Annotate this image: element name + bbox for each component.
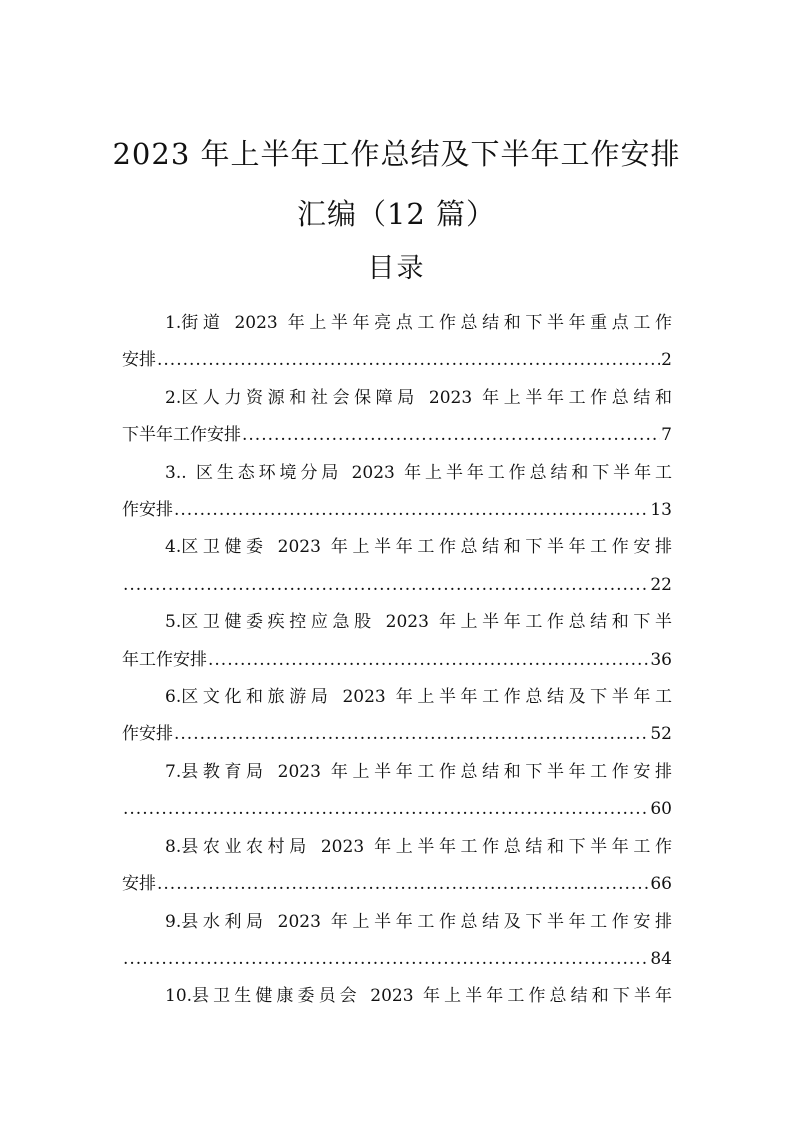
toc-entry-title: 县教育局 2023 年上半年工作总结和下半年工作安排: [181, 761, 672, 782]
toc-entry-number: 9.: [165, 911, 182, 932]
toc-entry-number: 6.: [165, 687, 182, 708]
toc-entry-page: 2: [661, 350, 672, 371]
toc-entry-title-cont: 下半年工作安排: [122, 425, 241, 446]
toc-entry-title: 区卫健委疾控应急股 2023 年上半年工作总结和下半: [181, 612, 672, 633]
toc-entry[interactable]: [122, 529, 672, 604]
dot-leader: [123, 791, 649, 828]
dot-leader: [157, 342, 660, 379]
toc-entry[interactable]: [122, 455, 672, 530]
toc-entry-title: 街道 2023 年上半年亮点工作总结和下半年重点工作: [181, 313, 672, 333]
toc-entry-page: 22: [650, 574, 672, 595]
document-title-line1: 2023 年上半年工作总结及下半年工作安排: [112, 137, 681, 171]
toc-entry-page: 66: [650, 874, 672, 895]
toc-entry[interactable]: [122, 829, 672, 904]
toc-entry-title: 县水利局 2023 年上半年工作总结及下半年工作安排: [181, 911, 672, 932]
dot-leader: [174, 492, 649, 529]
toc-entry-number: 5.: [165, 612, 182, 633]
dot-leader: [208, 642, 649, 679]
toc-entry-page: 13: [650, 500, 672, 521]
toc-entry-page: 7: [661, 425, 672, 446]
toc-entry-page: 36: [650, 649, 672, 670]
toc-entry-title: 区人力资源和社会保障局 2023 年上半年工作总结和: [181, 387, 672, 408]
toc-entry-number: 2.: [165, 387, 182, 408]
toc-entry-number: 8.: [165, 836, 182, 857]
toc-entry[interactable]: [122, 679, 672, 754]
toc-entry-title: . 区生态环境分局 2023 年上半年工作总结和下半年工: [181, 462, 672, 483]
toc-entry-title: 县农业农村局 2023 年上半年工作总结和下半年工作: [181, 836, 672, 857]
table-of-contents: [122, 305, 672, 1016]
toc-entry-title: 区文化和旅游局 2023 年上半年工作总结及下半年工: [181, 687, 672, 708]
toc-entry-number: 3.: [165, 462, 182, 483]
toc-entry-title-cont: 作安排: [122, 724, 173, 745]
document-title-line2: 汇编（12 篇）: [296, 197, 497, 231]
toc-entry[interactable]: [122, 380, 672, 455]
toc-entry-page: 84: [650, 948, 672, 969]
toc-entry-page: 60: [650, 799, 672, 820]
toc-entry-title-cont: 安排: [122, 874, 156, 895]
dot-leader: [242, 417, 660, 454]
toc-entry-number: 10.: [165, 986, 193, 1007]
toc-entry-number: 7.: [165, 761, 182, 782]
toc-entry-title-cont: 作安排: [122, 500, 173, 521]
toc-entry[interactable]: [122, 754, 672, 829]
dot-leader: [123, 567, 649, 604]
toc-entry-title: 县卫生健康委员会 2023 年上半年工作总结和下半年: [192, 986, 672, 1007]
dot-leader: [157, 866, 649, 903]
toc-entry-number: 4.: [165, 537, 182, 558]
toc-heading: 目录: [367, 253, 426, 284]
toc-entry-number: 1.: [165, 313, 182, 333]
toc-entry-title-cont: 安排: [122, 350, 156, 371]
toc-entry[interactable]: [122, 305, 672, 380]
dot-leader: [123, 941, 649, 978]
toc-entry[interactable]: [122, 604, 672, 679]
toc-entry-title-cont: 年工作安排: [122, 649, 207, 670]
toc-entry[interactable]: [122, 904, 672, 979]
dot-leader: [174, 716, 649, 753]
toc-entry[interactable]: [122, 978, 672, 1015]
toc-entry-page: 52: [650, 724, 672, 745]
toc-entry-title: 区卫健委 2023 年上半年工作总结和下半年工作安排: [181, 537, 672, 558]
